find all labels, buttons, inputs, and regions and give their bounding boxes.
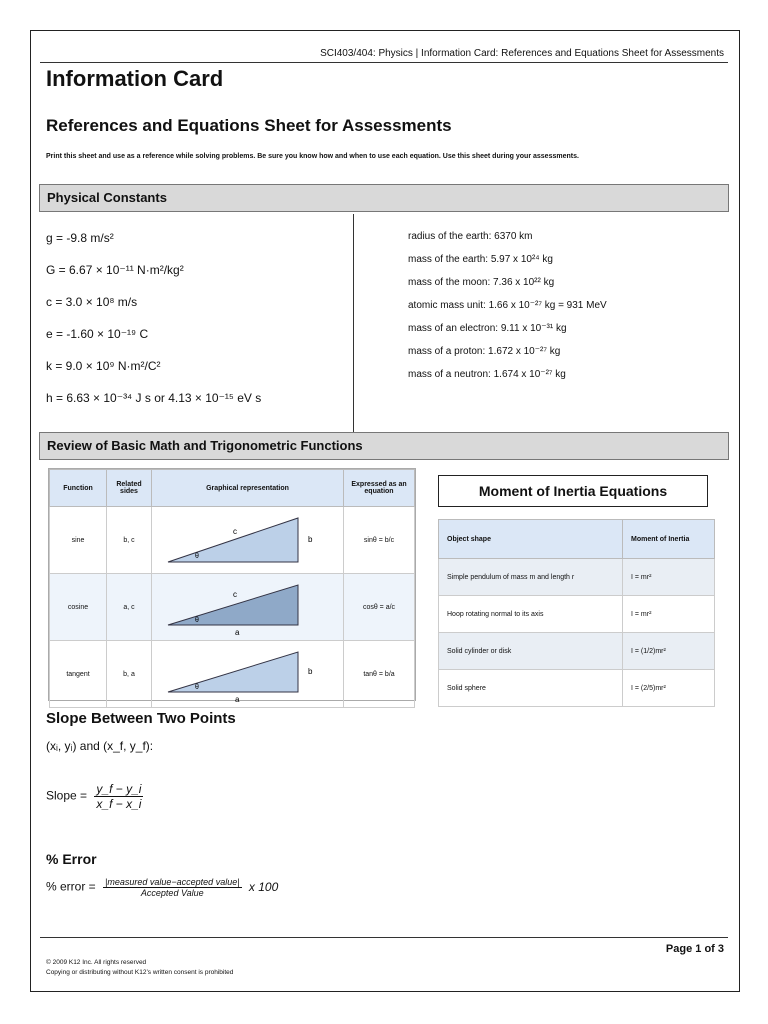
page-number: Page 1 of 3 (665, 943, 724, 955)
slope-equation (46, 782, 143, 811)
constants-divider (353, 214, 354, 432)
trig-sides: b, a (107, 641, 152, 708)
moi-shape: Hoop rotating normal to its axis (439, 596, 623, 633)
triangle-label-theta: θ (195, 553, 199, 560)
trig-table (49, 469, 415, 708)
copyright (46, 958, 233, 978)
page-header: SCI403/404: Physics | Information Card: References and Equations Sheet for Assessments (320, 48, 724, 59)
constant-amu: atomic mass unit: 1.66 x 10⁻²⁷ kg = 931 MeV (408, 300, 607, 311)
constant-coulomb: k = 9.0 × 10⁹ N·m²/C² (46, 359, 161, 373)
constants-right-list (408, 230, 728, 391)
triangle-label-theta: θ (195, 617, 199, 624)
slope-points: (xᵢ, yᵢ) and (x_f, y_f): (46, 739, 154, 753)
moi-title: Moment of Inertia Equations (438, 475, 708, 507)
constant-light-speed: c = 3.0 × 10⁸ m/s (46, 295, 138, 309)
trig-equation: sinθ = b/c (344, 507, 415, 574)
constant-electron-mass: mass of an electron: 9.11 x 10⁻³¹ kg (408, 323, 567, 334)
trig-function: sine (50, 507, 107, 574)
trig-equation: cosθ = a/c (344, 574, 415, 641)
triangle-label-a: a (235, 628, 240, 637)
error-multiplier: x 100 (248, 879, 279, 894)
trig-function: tangent (50, 641, 107, 708)
moi-shape: Solid sphere (439, 670, 623, 707)
copyright-line-1: © 2009 K12 Inc. All rights reserved (46, 959, 147, 966)
trig-function: cosine (50, 574, 107, 641)
constant-planck: h = 6.63 × 10⁻³⁴ J s or 4.13 × 10⁻¹⁵ eV s (46, 391, 262, 405)
moi-header-inertia: Moment of Inertia (623, 520, 715, 559)
moi-formula: I = (2/5)mr² (623, 670, 715, 707)
constant-earth-mass: mass of the earth: 5.97 x 10²⁴ kg (408, 254, 553, 265)
moi-table (438, 519, 715, 707)
trig-header-function: Function (50, 470, 107, 507)
footer-divider (40, 937, 728, 938)
document-title: Information Card (46, 66, 224, 91)
slope-title: Slope Between Two Points (46, 710, 236, 727)
trig-table-container (48, 468, 416, 704)
constant-moon-mass: mass of the moon: 7.36 x 10²² kg (408, 277, 555, 288)
error-title: % Error (46, 851, 97, 867)
trig-equation: tanθ = b/a (344, 641, 415, 708)
error-equation (46, 877, 278, 898)
triangle-cosine (152, 574, 344, 641)
triangle-label-c: c (233, 590, 237, 599)
constant-neutron-mass: mass of a neutron: 1.674 x 10⁻²⁷ kg (408, 369, 566, 380)
triangle-label-c: c (233, 527, 237, 536)
constant-gravitational: G = 6.67 × 10⁻¹¹ N·m²/kg² (46, 263, 184, 277)
section-physical-constants: Physical Constants (39, 184, 729, 212)
constant-electron-charge: e = -1.60 × 10⁻¹⁹ C (46, 327, 149, 341)
constants-left-list (46, 230, 346, 422)
trig-sides: b, c (107, 507, 152, 574)
document-subtitle: References and Equations Sheet for Assessments (46, 116, 452, 135)
triangle-label-b: b (308, 667, 313, 676)
trig-header-equation: Expressed as an equation (344, 470, 415, 507)
moi-shape: Simple pendulum of mass m and length r (439, 559, 623, 596)
triangle-sine (152, 507, 344, 574)
header-divider (40, 62, 728, 63)
intro-text: Print this sheet and use as a reference while solving problems. Be sure you know how and when to use each equation. Use this sheet during your assessments. (46, 153, 579, 160)
moi-shape: Solid cylinder or disk (439, 633, 623, 670)
error-denominator: Accepted Value (140, 888, 204, 898)
error-label: % error = (46, 879, 96, 894)
triangle-label-a: a (235, 695, 240, 704)
slope-label: Slope = (46, 788, 88, 803)
slope-numerator: y_f − y_i (96, 782, 142, 796)
triangle-tangent (152, 641, 344, 708)
triangle-label-theta: θ (195, 684, 199, 691)
constant-gravity: g = -9.8 m/s² (46, 231, 114, 245)
moi-formula: I = mr² (623, 596, 715, 633)
moi-header-shape: Object shape (439, 520, 623, 559)
copyright-line-2: Copying or distributing without K12’s written consent is prohibited (46, 968, 234, 976)
error-numerator: |measured value−accepted value| (105, 877, 240, 887)
trig-header-sides: Related sides (107, 470, 152, 507)
triangle-label-b: b (308, 535, 313, 544)
trig-sides: a, c (107, 574, 152, 641)
section-math-review: Review of Basic Math and Trigonometric Functions (39, 432, 729, 460)
constant-proton-mass: mass of a proton: 1.672 x 10⁻²⁷ kg (408, 346, 561, 357)
moi-formula: I = (1/2)mr² (623, 633, 715, 670)
trig-header-graph: Graphical representation (152, 470, 344, 507)
constant-earth-radius: radius of the earth: 6370 km (408, 231, 533, 242)
moi-formula: I = mr² (623, 559, 715, 596)
slope-denominator: x_f − x_i (96, 797, 142, 811)
